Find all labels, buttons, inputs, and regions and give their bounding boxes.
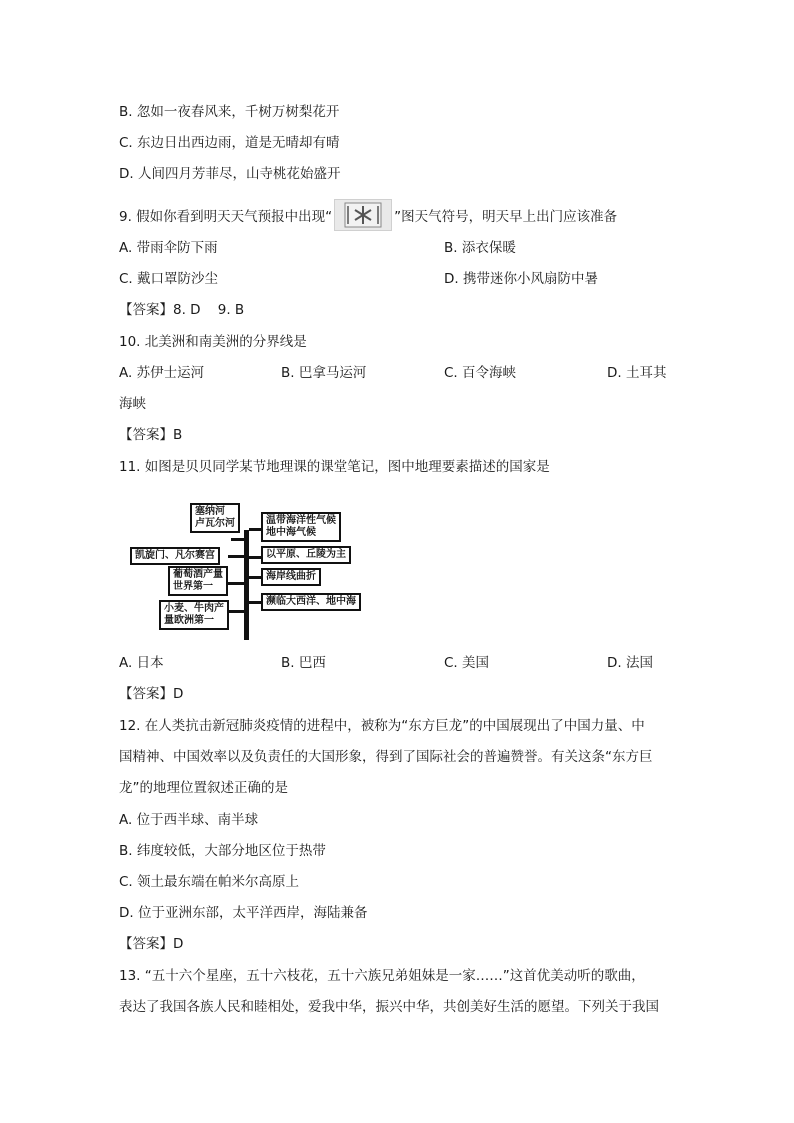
answer-10: 【答案】B xyxy=(119,427,183,443)
q11-option-c: C. 美国 xyxy=(444,655,490,671)
q12-stem-line1: 12. 在人类抗击新冠肺炎疫情的进程中，被称为“东方巨龙”的中国展现出了中国力量、中 xyxy=(119,718,645,734)
q12-option-a: A. 位于西半球、南半球 xyxy=(119,812,259,828)
q11-option-b: B. 巴西 xyxy=(281,655,326,671)
note-landmarks: 凯旋门、凡尔赛宫 xyxy=(130,547,220,565)
q10-option-d: D. 土耳其 xyxy=(607,365,667,381)
diagram-branch xyxy=(249,601,261,604)
q13-stem-line2: 表达了我国各族人民和睦相处，爱我中华，振兴中华，共创美好生活的愿望。下列关于我国 xyxy=(119,999,659,1015)
q11-option-a: A. 日本 xyxy=(119,655,164,671)
q11-notes-diagram xyxy=(128,500,378,640)
diagram-branch xyxy=(228,555,244,558)
q10-option-a: A. 苏伊士运河 xyxy=(119,365,205,381)
q12-stem-line2: 国精神、中国效率以及负责任的大国形象，得到了国际社会的普遍赞誉。有关这条“东方巨 xyxy=(119,749,653,765)
q10-stem: 10. 北美洲和南美洲的分界线是 xyxy=(119,334,307,350)
note-coastline: 海岸线曲折 xyxy=(261,568,321,586)
diagram-branch xyxy=(231,538,245,541)
diagram-branch xyxy=(249,556,261,559)
diagram-branch xyxy=(249,576,261,579)
note-climate: 温带海洋性气候 地中海气候 xyxy=(261,512,341,542)
q8-option-b: B. 忽如一夜春风来，千树万树梨花开 xyxy=(119,104,340,120)
q11-option-d: D. 法国 xyxy=(607,655,653,671)
q12-option-b: B. 纬度较低，大部分地区位于热带 xyxy=(119,843,326,859)
note-terrain: 以平原、丘陵为主 xyxy=(261,546,351,564)
q9-option-d: D. 携带迷你小风扇防中暑 xyxy=(444,271,598,287)
q8-option-d: D. 人间四月芳菲尽，山寺桃花始盛开 xyxy=(119,166,341,182)
q12-option-d: D. 位于亚洲东部，太平洋西岸，海陆兼备 xyxy=(119,905,368,921)
diagram-trunk xyxy=(244,530,249,640)
q9-stem-before: 9. 假如你看到明天天气预报中出现“ xyxy=(119,209,333,225)
q12-stem-line3: 龙”的地理位置叙述正确的是 xyxy=(119,780,288,796)
q9-option-a: A. 带雨伞防下雨 xyxy=(119,240,218,256)
q10-option-b: B. 巴拿马运河 xyxy=(281,365,367,381)
q11-stem: 11. 如图是贝贝同学某节地理课的课堂笔记，图中地理要素描述的国家是 xyxy=(119,459,550,475)
note-wine: 葡萄酒产量 世界第一 xyxy=(168,566,228,596)
q12-option-c: C. 领土最东端在帕米尔高原上 xyxy=(119,874,300,890)
q13-stem-line1: 13. “五十六个星座，五十六枝花，五十六族兄弟姐妹是一家……”这首优美动听的歌曲， xyxy=(119,968,645,984)
q9-stem-after: ”图天气符号，明天早上出门应该准备 xyxy=(394,209,618,225)
answer-11: 【答案】D xyxy=(119,686,184,702)
q9-option-c: C. 戴口罩防沙尘 xyxy=(119,271,219,287)
diagram-branch xyxy=(228,610,244,613)
diagram-branch xyxy=(249,528,261,531)
q8-option-c: C. 东边日出西边雨，道是无晴却有晴 xyxy=(119,135,340,151)
note-seas: 濒临大西洋、地中海 xyxy=(261,593,361,611)
answer-12: 【答案】D xyxy=(119,936,184,952)
note-rivers: 塞纳河 卢瓦尔河 xyxy=(190,503,240,533)
q9-option-b: B. 添衣保暖 xyxy=(444,240,516,256)
q10-option-c: C. 百令海峡 xyxy=(444,365,517,381)
answer-8-9: 【答案】8. D 9. B xyxy=(119,302,245,318)
snow-weather-icon xyxy=(334,199,392,231)
diagram-branch xyxy=(228,582,244,585)
note-wheat-beef: 小麦、牛肉产 量欧洲第一 xyxy=(159,600,229,630)
q9-stem xyxy=(119,201,617,233)
q10-option-d-wrap: 海峡 xyxy=(119,396,146,412)
